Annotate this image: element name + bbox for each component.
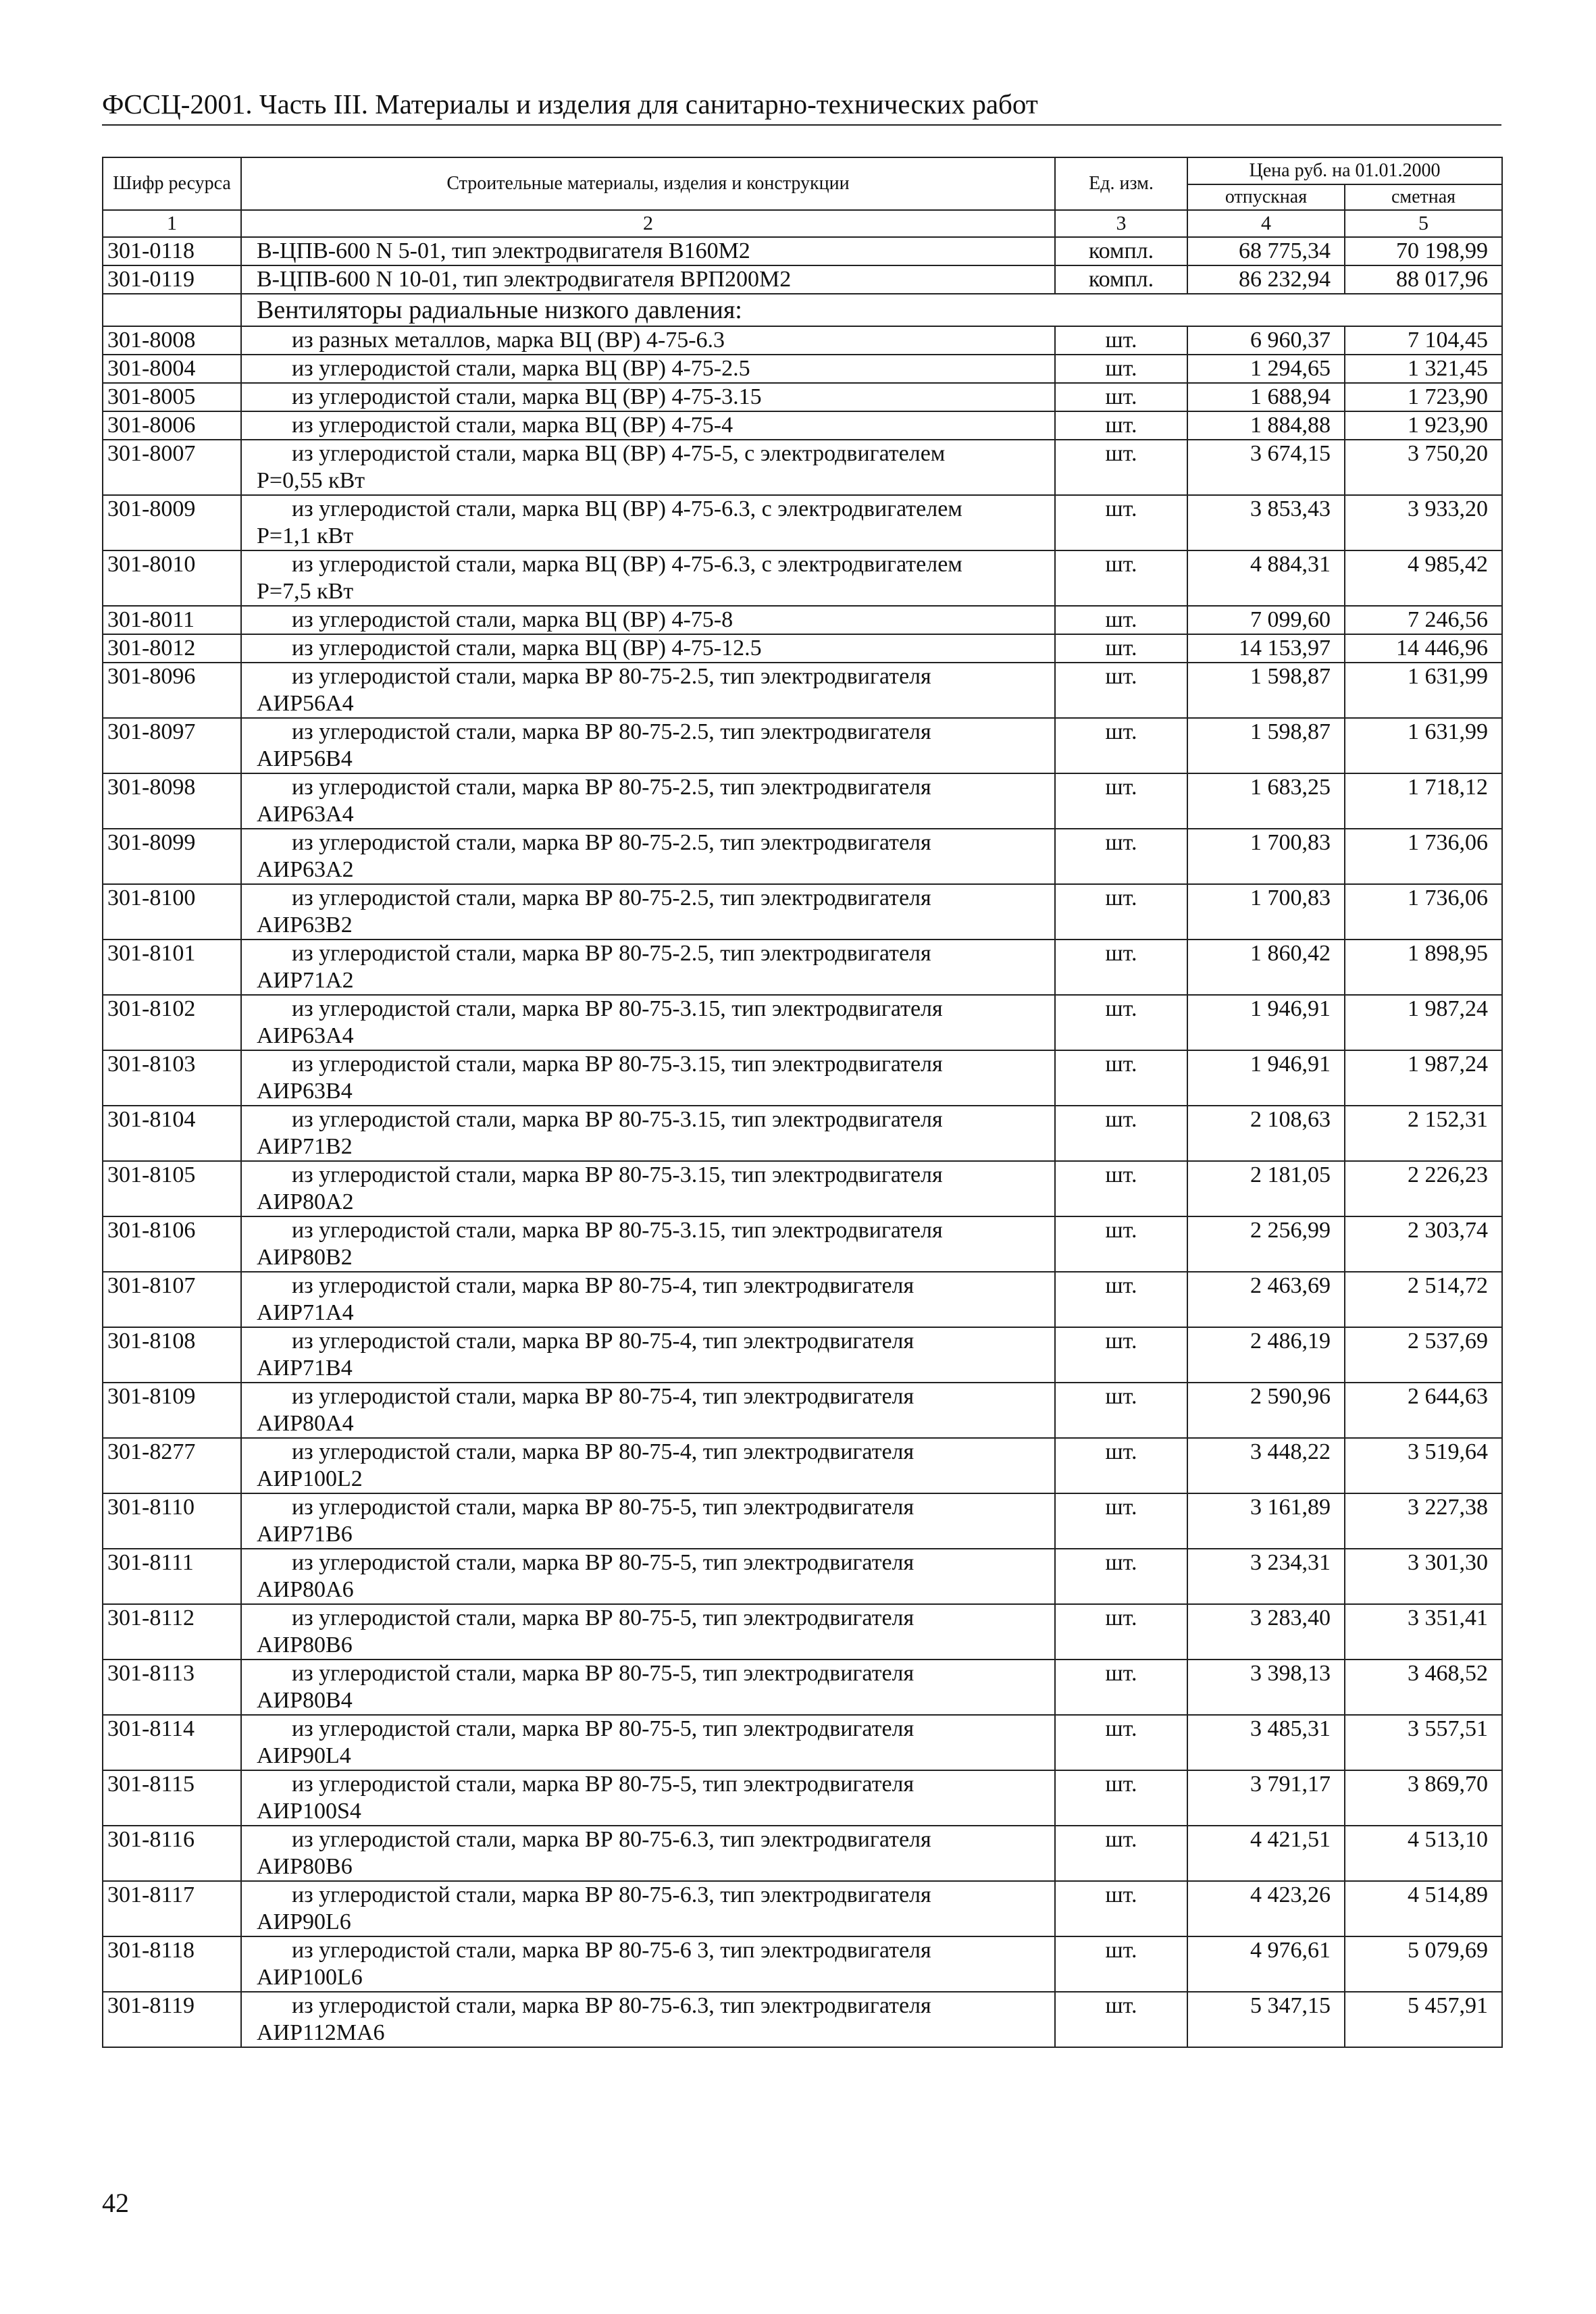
item-name: из углеродистой стали, марка ВР 80-75-3.15, тип электродвигателя [292, 1052, 943, 1077]
item-name: из углеродистой стали, марка ВР 80-75-2.5, тип электродвигателя [292, 941, 931, 966]
estimate-price: 1 723,90 [1345, 383, 1502, 411]
estimate-price: 3 933,20 [1345, 495, 1502, 550]
item-description [241, 383, 1055, 411]
resource-code: 301-8116 [103, 1826, 241, 1881]
item-name-continuation: АИР71В6 [257, 1522, 353, 1547]
item-description [241, 1936, 1055, 1992]
item-name-continuation: АИР63А2 [257, 857, 354, 882]
col-number: 5 [1345, 210, 1502, 237]
estimate-price: 3 869,70 [1345, 1770, 1502, 1826]
resource-code: 301-8010 [103, 550, 241, 606]
unit: шт. [1055, 1936, 1187, 1992]
item-name-continuation: Р=7,5 кВт [257, 579, 354, 604]
estimate-price: 1 321,45 [1345, 355, 1502, 383]
item-name: из углеродистой стали, марка ВР 80-75-4, тип электродвигателя [292, 1439, 915, 1464]
resource-code: 301-8006 [103, 411, 241, 440]
resource-code: 301-8101 [103, 940, 241, 995]
release-price: 1 598,87 [1187, 718, 1345, 773]
estimate-price: 2 152,31 [1345, 1106, 1502, 1161]
item-description [241, 1992, 1055, 2047]
item-name-continuation: АИР90L6 [257, 1909, 351, 1934]
unit: шт. [1055, 355, 1187, 383]
release-price: 68 775,34 [1187, 237, 1345, 265]
estimate-price: 3 750,20 [1345, 440, 1502, 495]
item-name: из углеродистой стали, марка ВР 80-75-6.3, тип электродвигателя [292, 1827, 931, 1852]
col-number: 1 [103, 210, 241, 237]
unit: компл. [1055, 237, 1187, 265]
item-name: из углеродистой стали, марка ВЦ (ВР) 4-75-6.3, с электродвигателем [292, 496, 962, 521]
release-price: 3 398,13 [1187, 1660, 1345, 1715]
item-name: из углеродистой стали, марка ВР 80-75-2.5, тип электродвигателя [292, 775, 931, 800]
release-price: 2 256,99 [1187, 1216, 1345, 1272]
unit: шт. [1055, 1660, 1187, 1715]
table-row [103, 1770, 1502, 1826]
unit: шт. [1055, 440, 1187, 495]
release-price: 2 590,96 [1187, 1383, 1345, 1438]
unit: шт. [1055, 1549, 1187, 1604]
table-row [103, 1936, 1502, 1992]
release-price: 1 688,94 [1187, 383, 1345, 411]
table-row [103, 829, 1502, 884]
estimate-price: 2 537,69 [1345, 1327, 1502, 1383]
col-number: 2 [241, 210, 1055, 237]
table-row [103, 1216, 1502, 1272]
resource-code: 301-8099 [103, 829, 241, 884]
item-description [241, 237, 1055, 265]
table-row [103, 1715, 1502, 1770]
section-row [103, 294, 1502, 326]
estimate-price: 1 736,06 [1345, 884, 1502, 940]
estimate-price: 1 631,99 [1345, 718, 1502, 773]
item-name: из углеродистой стали, марка ВЦ (ВР) 4-75-5, с электродвигателем [292, 441, 946, 466]
table-row [103, 1881, 1502, 1936]
item-name: из углеродистой стали, марка ВР 80-75-5, тип электродвигателя [292, 1495, 915, 1520]
item-description [241, 1106, 1055, 1161]
item-description [241, 1493, 1055, 1549]
release-price: 1 946,91 [1187, 995, 1345, 1050]
item-name-continuation: АИР63В2 [257, 912, 353, 937]
unit: компл. [1055, 265, 1187, 294]
item-name: из углеродистой стали, марка ВР 80-75-5, тип электродвигателя [292, 1772, 915, 1797]
unit: шт. [1055, 1272, 1187, 1327]
unit: шт. [1055, 383, 1187, 411]
release-price: 1 860,42 [1187, 940, 1345, 995]
table-row [103, 1272, 1502, 1327]
table-row [103, 265, 1502, 294]
resource-code: 301-0119 [103, 265, 241, 294]
estimate-price: 1 987,24 [1345, 995, 1502, 1050]
resource-code: 301-8111 [103, 1549, 241, 1604]
table-row [103, 1992, 1502, 2047]
item-name: из углеродистой стали, марка ВР 80-75-2.5, тип электродвигателя [292, 885, 931, 910]
item-name: из разных металлов, марка ВЦ (ВР) 4-75-6.3 [292, 328, 725, 353]
item-name-continuation: АИР100L6 [257, 1965, 363, 1990]
table-row [103, 718, 1502, 773]
resource-code: 301-8115 [103, 1770, 241, 1826]
estimate-price: 3 301,30 [1345, 1549, 1502, 1604]
item-description [241, 940, 1055, 995]
resource-code: 301-8113 [103, 1660, 241, 1715]
table-row [103, 550, 1502, 606]
unit: шт. [1055, 1992, 1187, 2047]
item-name: из углеродистой стали, марка ВР 80-75-6.3, тип электродвигателя [292, 1882, 931, 1907]
item-description [241, 265, 1055, 294]
table-row [103, 773, 1502, 829]
item-name: из углеродистой стали, марка ВЦ (ВР) 4-75-8 [292, 607, 733, 632]
unit: шт. [1055, 1881, 1187, 1936]
item-name-continuation: Р=0,55 кВт [257, 468, 365, 493]
table-row [103, 355, 1502, 383]
price-table [102, 157, 1503, 2048]
release-price: 3 283,40 [1187, 1604, 1345, 1660]
item-name: из углеродистой стали, марка ВР 80-75-5, тип электродвигателя [292, 1716, 915, 1741]
item-name: из углеродистой стали, марка ВР 80-75-3.15, тип электродвигателя [292, 1218, 943, 1243]
estimate-price: 3 227,38 [1345, 1493, 1502, 1549]
release-price: 1 294,65 [1187, 355, 1345, 383]
resource-code: 301-8105 [103, 1161, 241, 1216]
table-row [103, 663, 1502, 718]
estimate-price: 1 718,12 [1345, 773, 1502, 829]
resource-code: 301-8108 [103, 1327, 241, 1383]
release-price: 4 884,31 [1187, 550, 1345, 606]
table-row [103, 1826, 1502, 1881]
unit: шт. [1055, 1770, 1187, 1826]
item-description [241, 326, 1055, 355]
item-description [241, 411, 1055, 440]
unit: шт. [1055, 495, 1187, 550]
resource-code: 301-8096 [103, 663, 241, 718]
table-row [103, 884, 1502, 940]
item-description [241, 718, 1055, 773]
unit: шт. [1055, 1050, 1187, 1106]
item-name: В-ЦПВ-600 N 5-01, тип электродвигателя В160М2 [257, 238, 750, 263]
resource-code: 301-8008 [103, 326, 241, 355]
unit: шт. [1055, 940, 1187, 995]
item-name: из углеродистой стали, марка ВР 80-75-5, тип электродвигателя [292, 1661, 915, 1686]
release-price: 3 674,15 [1187, 440, 1345, 495]
estimate-price: 4 985,42 [1345, 550, 1502, 606]
item-name: из углеродистой стали, марка ВР 80-75-5, тип электродвигателя [292, 1550, 915, 1575]
item-name-continuation: АИР80В4 [257, 1688, 353, 1713]
release-price: 2 108,63 [1187, 1106, 1345, 1161]
table-row [103, 1549, 1502, 1604]
unit: шт. [1055, 411, 1187, 440]
release-price: 3 161,89 [1187, 1493, 1345, 1549]
release-price: 3 448,22 [1187, 1438, 1345, 1493]
resource-code: 301-8119 [103, 1992, 241, 2047]
item-description [241, 829, 1055, 884]
unit: шт. [1055, 1715, 1187, 1770]
resource-code: 301-8011 [103, 606, 241, 634]
table-row [103, 1493, 1502, 1549]
release-price: 1 683,25 [1187, 773, 1345, 829]
resource-code: 301-8007 [103, 440, 241, 495]
estimate-price: 2 303,74 [1345, 1216, 1502, 1272]
release-price: 2 181,05 [1187, 1161, 1345, 1216]
item-description [241, 440, 1055, 495]
item-name-continuation: АИР63А4 [257, 1023, 354, 1048]
release-price: 4 421,51 [1187, 1826, 1345, 1881]
item-description [241, 995, 1055, 1050]
item-description [241, 550, 1055, 606]
resource-code: 301-8277 [103, 1438, 241, 1493]
item-name: из углеродистой стали, марка ВЦ (ВР) 4-75-2.5 [292, 356, 750, 381]
item-name-continuation: АИР63А4 [257, 802, 354, 827]
page-header: ФССЦ-2001. Часть III. Материалы и изделия для санитарно-технических работ [102, 86, 1501, 126]
item-name-continuation: АИР71А4 [257, 1300, 354, 1325]
item-description [241, 884, 1055, 940]
header-release: отпускная [1187, 184, 1345, 210]
item-name-continuation: АИР80В6 [257, 1854, 353, 1879]
unit: шт. [1055, 634, 1187, 663]
resource-code: 301-8106 [103, 1216, 241, 1272]
item-description [241, 1770, 1055, 1826]
resource-code: 301-8107 [103, 1272, 241, 1327]
item-name: из углеродистой стали, марка ВЦ (ВР) 4-75-3.15 [292, 384, 762, 409]
resource-code: 301-8098 [103, 773, 241, 829]
section-code-empty [103, 294, 241, 326]
resource-code: 301-8102 [103, 995, 241, 1050]
item-description [241, 1438, 1055, 1493]
header-name: Строительные материалы, изделия и конструкции [241, 157, 1055, 210]
estimate-price: 7 104,45 [1345, 326, 1502, 355]
item-description [241, 1826, 1055, 1881]
release-price: 4 423,26 [1187, 1881, 1345, 1936]
table-row [103, 495, 1502, 550]
table-row [103, 606, 1502, 634]
resource-code: 301-8004 [103, 355, 241, 383]
unit: шт. [1055, 1327, 1187, 1383]
unit: шт. [1055, 606, 1187, 634]
item-name: из углеродистой стали, марка ВР 80-75-3.15, тип электродвигателя [292, 1162, 943, 1187]
resource-code: 301-8114 [103, 1715, 241, 1770]
estimate-price: 88 017,96 [1345, 265, 1502, 294]
page-number: 42 [102, 2188, 129, 2218]
item-name-continuation: АИР71В4 [257, 1356, 353, 1381]
item-name: из углеродистой стали, марка ВР 80-75-2.5, тип электродвигателя [292, 830, 931, 855]
table-row [103, 995, 1502, 1050]
estimate-price: 1 736,06 [1345, 829, 1502, 884]
unit: шт. [1055, 1493, 1187, 1549]
estimate-price: 70 198,99 [1345, 237, 1502, 265]
header-price: Цена руб. на 01.01.2000 [1187, 157, 1502, 184]
table-row [103, 1660, 1502, 1715]
release-price: 1 700,83 [1187, 829, 1345, 884]
table-row [103, 1438, 1502, 1493]
resource-code: 301-8104 [103, 1106, 241, 1161]
unit: шт. [1055, 773, 1187, 829]
unit: шт. [1055, 550, 1187, 606]
item-description [241, 1660, 1055, 1715]
item-name: из углеродистой стали, марка ВР 80-75-3.15, тип электродвигателя [292, 996, 943, 1021]
item-name: В-ЦПВ-600 N 10-01, тип электродвигателя ВРП200М2 [257, 267, 792, 292]
item-description [241, 1216, 1055, 1272]
table-row [103, 1050, 1502, 1106]
item-name-continuation: АИР80А6 [257, 1577, 354, 1602]
item-name-continuation: АИР71А2 [257, 968, 354, 993]
item-description [241, 1383, 1055, 1438]
resource-code: 301-8118 [103, 1936, 241, 1992]
table-row [103, 1327, 1502, 1383]
item-name-continuation: АИР63В4 [257, 1079, 353, 1104]
table-row [103, 1106, 1502, 1161]
table-row [103, 940, 1502, 995]
col-number: 4 [1187, 210, 1345, 237]
item-description [241, 663, 1055, 718]
estimate-price: 14 446,96 [1345, 634, 1502, 663]
item-description [241, 1050, 1055, 1106]
release-price: 1 884,88 [1187, 411, 1345, 440]
estimate-price: 3 519,64 [1345, 1438, 1502, 1493]
estimate-price: 4 514,89 [1345, 1881, 1502, 1936]
col-number: 3 [1055, 210, 1187, 237]
table-row [103, 237, 1502, 265]
resource-code: 301-8097 [103, 718, 241, 773]
item-name-continuation: АИР80А4 [257, 1411, 354, 1436]
item-description [241, 1549, 1055, 1604]
table-row [103, 411, 1502, 440]
item-description [241, 1881, 1055, 1936]
table-row [103, 326, 1502, 355]
item-name-continuation: АИР100L2 [257, 1466, 363, 1491]
item-name-continuation: АИР80В6 [257, 1632, 353, 1657]
estimate-price: 3 557,51 [1345, 1715, 1502, 1770]
estimate-price: 1 923,90 [1345, 411, 1502, 440]
resource-code: 301-8117 [103, 1881, 241, 1936]
resource-code: 301-8103 [103, 1050, 241, 1106]
header-code: Шифр ресурса [103, 157, 241, 210]
release-price: 3 791,17 [1187, 1770, 1345, 1826]
resource-code: 301-8109 [103, 1383, 241, 1438]
table-row [103, 440, 1502, 495]
table-row [103, 383, 1502, 411]
estimate-price: 2 514,72 [1345, 1272, 1502, 1327]
unit: шт. [1055, 995, 1187, 1050]
item-name-continuation: АИР71В2 [257, 1134, 353, 1159]
unit: шт. [1055, 326, 1187, 355]
unit: шт. [1055, 829, 1187, 884]
item-name: из углеродистой стали, марка ВЦ (ВР) 4-75-6.3, с электродвигателем [292, 552, 962, 577]
item-name: из углеродистой стали, марка ВЦ (ВР) 4-75-12.5 [292, 636, 762, 661]
item-description [241, 1272, 1055, 1327]
item-name: из углеродистой стали, марка ВР 80-75-4, тип электродвигателя [292, 1329, 915, 1354]
item-name: из углеродистой стали, марка ВР 80-75-6 3, тип электродвигателя [292, 1938, 931, 1963]
item-name-continuation: АИР90L4 [257, 1743, 351, 1768]
release-price: 3 485,31 [1187, 1715, 1345, 1770]
resource-code: 301-8012 [103, 634, 241, 663]
table-row [103, 634, 1502, 663]
item-name: из углеродистой стали, марка ВР 80-75-4, тип электродвигателя [292, 1273, 915, 1298]
estimate-price: 3 468,52 [1345, 1660, 1502, 1715]
item-description [241, 1604, 1055, 1660]
table-row [103, 1161, 1502, 1216]
estimate-price: 7 246,56 [1345, 606, 1502, 634]
estimate-price: 5 079,69 [1345, 1936, 1502, 1992]
release-price: 7 099,60 [1187, 606, 1345, 634]
item-description [241, 773, 1055, 829]
resource-code: 301-8110 [103, 1493, 241, 1549]
item-description [241, 495, 1055, 550]
release-price: 3 234,31 [1187, 1549, 1345, 1604]
unit: шт. [1055, 884, 1187, 940]
resource-code: 301-8009 [103, 495, 241, 550]
estimate-price: 1 987,24 [1345, 1050, 1502, 1106]
item-name-continuation: АИР112МА6 [257, 2020, 385, 2045]
estimate-price: 1 631,99 [1345, 663, 1502, 718]
release-price: 2 486,19 [1187, 1327, 1345, 1383]
item-description [241, 634, 1055, 663]
item-name: из углеродистой стали, марка ВР 80-75-3.15, тип электродвигателя [292, 1107, 943, 1132]
estimate-price: 5 457,91 [1345, 1992, 1502, 2047]
release-price: 2 463,69 [1187, 1272, 1345, 1327]
unit: шт. [1055, 1216, 1187, 1272]
item-name-continuation: АИР100S4 [257, 1799, 361, 1824]
resource-code: 301-0118 [103, 237, 241, 265]
table-row [103, 1383, 1502, 1438]
item-name-continuation: Р=1,1 кВт [257, 523, 354, 548]
release-price: 1 598,87 [1187, 663, 1345, 718]
unit: шт. [1055, 1604, 1187, 1660]
release-price: 5 347,15 [1187, 1992, 1345, 2047]
item-name: из углеродистой стали, марка ВР 80-75-6.3, тип электродвигателя [292, 1993, 931, 2018]
item-name: из углеродистой стали, марка ВЦ (ВР) 4-75-4 [292, 413, 733, 438]
release-price: 14 153,97 [1187, 634, 1345, 663]
resource-code: 301-8112 [103, 1604, 241, 1660]
item-description [241, 606, 1055, 634]
unit: шт. [1055, 663, 1187, 718]
release-price: 3 853,43 [1187, 495, 1345, 550]
item-name: из углеродистой стали, марка ВР 80-75-2.5, тип электродвигателя [292, 719, 931, 744]
item-name: из углеродистой стали, марка ВР 80-75-5, тип электродвигателя [292, 1605, 915, 1630]
item-name-continuation: АИР80В2 [257, 1245, 353, 1270]
resource-code: 301-8100 [103, 884, 241, 940]
estimate-price: 2 226,23 [1345, 1161, 1502, 1216]
unit: шт. [1055, 1106, 1187, 1161]
resource-code: 301-8005 [103, 383, 241, 411]
item-name-continuation: АИР56В4 [257, 746, 353, 771]
item-name-continuation: АИР80А2 [257, 1189, 354, 1214]
item-description [241, 355, 1055, 383]
unit: шт. [1055, 718, 1187, 773]
unit: шт. [1055, 1438, 1187, 1493]
item-name: из углеродистой стали, марка ВР 80-75-2.5, тип электродвигателя [292, 664, 931, 689]
item-name: из углеродистой стали, марка ВР 80-75-4, тип электродвигателя [292, 1384, 915, 1409]
unit: шт. [1055, 1161, 1187, 1216]
table-row [103, 1604, 1502, 1660]
item-name-continuation: АИР56А4 [257, 691, 354, 716]
estimate-price: 1 898,95 [1345, 940, 1502, 995]
release-price: 1 946,91 [1187, 1050, 1345, 1106]
release-price: 86 232,94 [1187, 265, 1345, 294]
header-unit: Ед. изм. [1055, 157, 1187, 210]
estimate-price: 3 351,41 [1345, 1604, 1502, 1660]
estimate-price: 2 644,63 [1345, 1383, 1502, 1438]
unit: шт. [1055, 1826, 1187, 1881]
release-price: 1 700,83 [1187, 884, 1345, 940]
release-price: 6 960,37 [1187, 326, 1345, 355]
item-description [241, 1327, 1055, 1383]
header-estimate: сметная [1345, 184, 1502, 210]
item-description [241, 1161, 1055, 1216]
item-description [241, 1715, 1055, 1770]
unit: шт. [1055, 1383, 1187, 1438]
estimate-price: 4 513,10 [1345, 1826, 1502, 1881]
release-price: 4 976,61 [1187, 1936, 1345, 1992]
section-title: Вентиляторы радиальные низкого давления: [241, 294, 1502, 326]
